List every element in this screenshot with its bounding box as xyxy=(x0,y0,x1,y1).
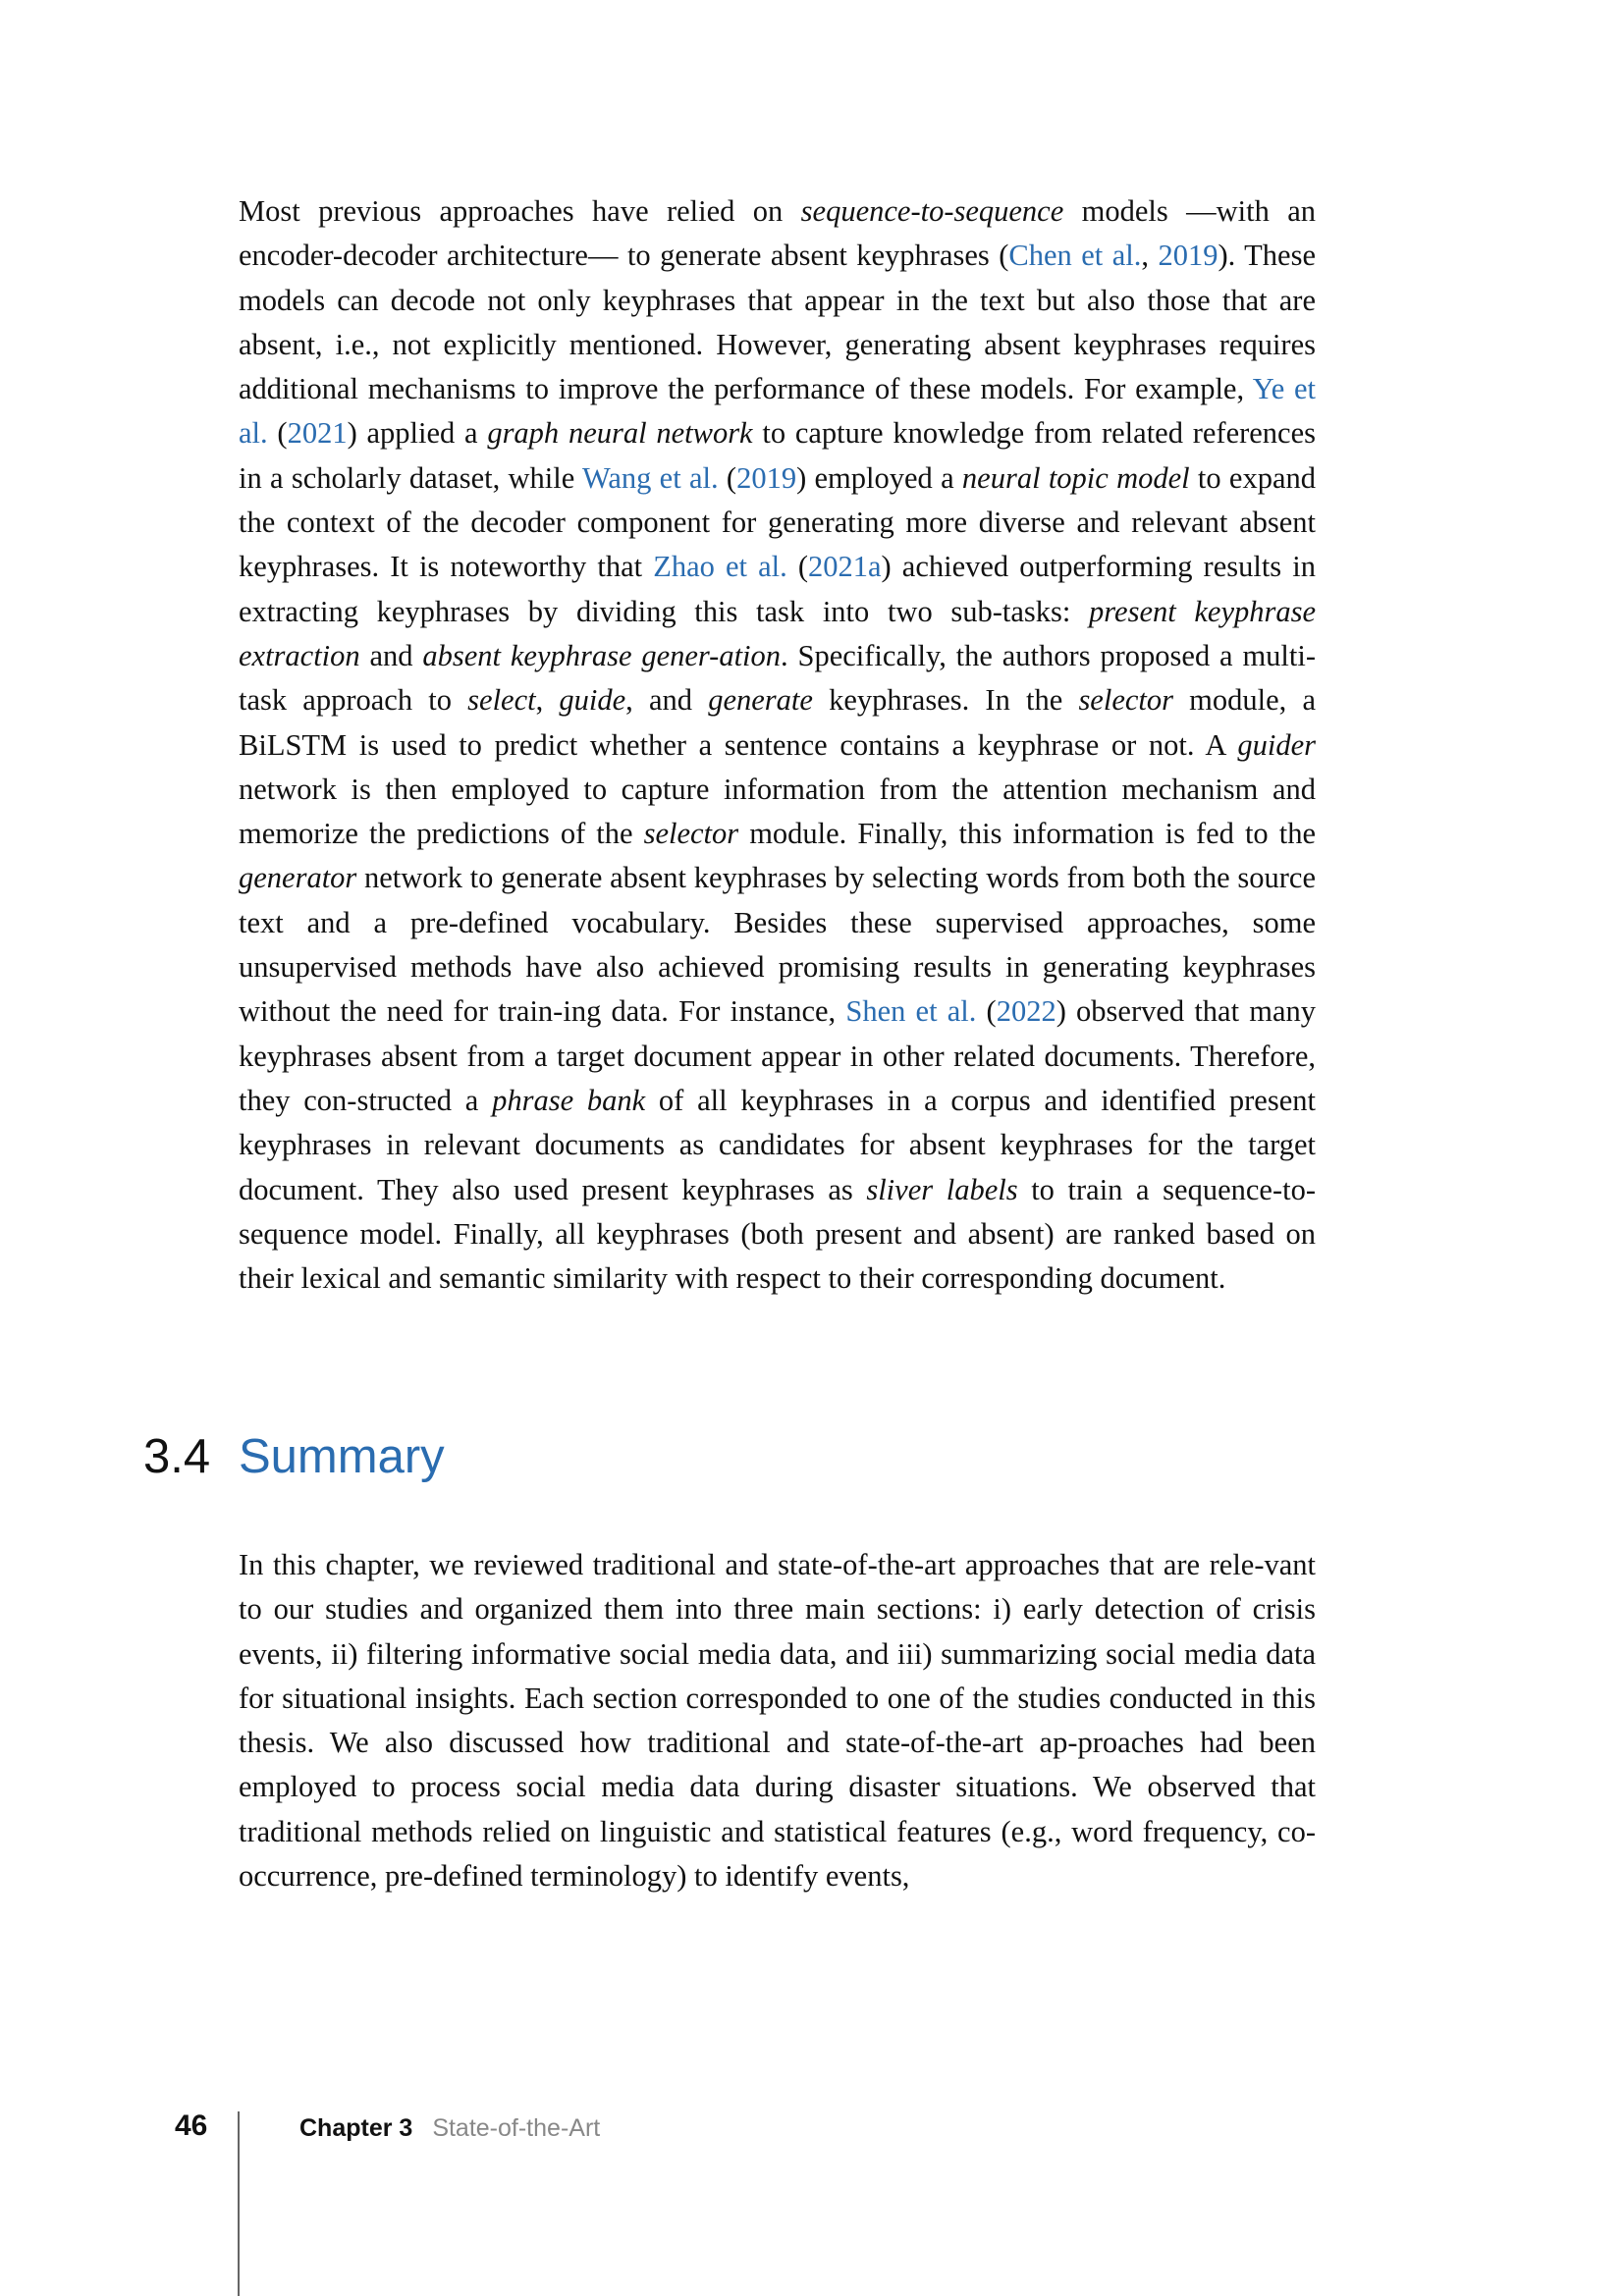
text-run: network is then employed to capture information from the attention mechanism and memorize the predictions of the xyxy=(239,772,1316,851)
emphasis-guide: guide xyxy=(559,683,626,718)
emphasis-neural-topic-model: neural topic model xyxy=(961,460,1190,495)
citation-wang-et-al[interactable]: Wang et al. xyxy=(582,460,719,495)
emphasis-select: select xyxy=(467,683,536,718)
chapter-title: State-of-the-Art xyxy=(432,2114,601,2142)
citation-shen-et-al[interactable]: Shen et al. xyxy=(845,994,977,1029)
text-run: ( xyxy=(718,460,737,495)
text-run: ) achieved outperforming results in extracting keyphrases by dividing this task into two sub-tasks: xyxy=(239,550,1316,628)
section-title: Summary xyxy=(239,1430,445,1483)
citation-year-2019[interactable]: 2019 xyxy=(1158,239,1218,273)
text-run: to expand the context of the decoder component for generating more diverse and relevant absent keyphrases. It is noteworthy that xyxy=(239,460,1317,584)
text-run: ( xyxy=(786,550,808,584)
emphasis-generate: generate xyxy=(708,683,813,718)
text-run: network to generate absent keyphrases by selecting words from both the source text and a pre-defined vocabulary. Besides these supervised approaches, some unsupervised methods have also achieved promising results in generating keyphrases without the need for train-ing data. For instance, xyxy=(239,861,1316,1029)
citation-chen-et-al[interactable]: Chen et al. xyxy=(1008,239,1142,273)
emphasis-absent-keyphrase-generation: absent keyphrase gener-ation xyxy=(422,638,782,672)
text-run: , xyxy=(1141,239,1159,273)
emphasis-sliver-labels: sliver labels xyxy=(866,1172,1018,1206)
citation-year-2021[interactable]: 2021 xyxy=(287,416,348,451)
citation-year-2019-wang[interactable]: 2019 xyxy=(736,460,797,495)
emphasis-present-keyphrase-extraction: present keyphrase extraction xyxy=(239,594,1317,672)
text-run: ) employed a xyxy=(796,460,962,495)
emphasis-selector: selector xyxy=(1078,683,1173,718)
text-run: ) applied a xyxy=(347,416,488,451)
footer-divider xyxy=(238,2111,240,2296)
citation-ye-et-al[interactable]: Ye et al. xyxy=(239,372,1316,451)
running-head xyxy=(299,2113,600,2143)
text-run: of all keyphrases in a corpus and identified present keyphrases in relevant documents as candidates for absent keyphrases for the target document. They also used present keyphrases as xyxy=(239,1083,1316,1206)
text-run: Most previous approaches have relied on xyxy=(239,194,801,228)
section-number: 3.4 xyxy=(143,1430,211,1483)
citation-zhao-et-al[interactable]: Zhao et al. xyxy=(653,550,787,584)
emphasis-selector-2: selector xyxy=(643,817,739,851)
text-run: ) observed that many keyphrases absent from a target document appear in other related documents. Therefore, they con-structed a xyxy=(239,994,1316,1117)
text-run: , xyxy=(535,683,560,718)
section-heading xyxy=(143,1427,445,1486)
text-run: ). These models can decode not only keyphrases that appear in the text but also those that are absent, i.e., not explicitly mentioned. However, generating absent keyphrases requires additional mechanisms to improve the performance of these models. For example, xyxy=(239,239,1316,406)
text-run: In this chapter, we reviewed traditional and state-of-the-art approaches that are rele-vant to our studies and organized them into three main sections: i) early detection of crisis events, ii) filtering informative social media data, and iii) summarizing social media data for situational insights. Each section corresponded to one of the studies conducted in this thesis. We also discussed how traditional and state-of-the-art ap-proaches had been employed to process social media data during disaster situations. We observed that traditional methods relied on linguistic and statistical features (e.g., word frequency, co-occurrence, pre-defined terminology) to identify events, xyxy=(239,1548,1316,1894)
emphasis-sequence-to-sequence: sequence-to-sequence xyxy=(800,194,1064,228)
emphasis-phrase-bank: phrase bank xyxy=(492,1083,646,1117)
chapter-label: Chapter 3 xyxy=(299,2114,413,2142)
page-number: 46 xyxy=(175,2109,208,2142)
emphasis-generator: generator xyxy=(239,861,357,895)
emphasis-guider: guider xyxy=(1237,727,1316,762)
text-run: module. Finally, this information is fed to the xyxy=(738,817,1316,851)
text-run: ( xyxy=(267,416,288,451)
text-run: models —with an encoder-decoder architecture— to generate absent keyphrases ( xyxy=(239,194,1316,273)
text-run: keyphrases. In the xyxy=(812,683,1079,718)
citation-year-2022[interactable]: 2022 xyxy=(996,994,1056,1029)
text-run: to capture knowledge from related references in a scholarly dataset, while xyxy=(239,416,1316,495)
text-run: to train a sequence-to-sequence model. Finally, all keyphrases (both present and absent) are ranked based on their lexical and semantic similarity with respect to their corresponding document. xyxy=(239,1172,1316,1296)
text-run: and xyxy=(359,638,423,672)
text-run: module, a BiLSTM is used to predict whether a sentence contains a keyphrase or not. A xyxy=(239,683,1317,762)
citation-year-2021a[interactable]: 2021a xyxy=(808,550,882,584)
body-paragraph-summary xyxy=(239,1543,1316,1898)
text-run: , and xyxy=(625,683,709,718)
text-run: . Specifically, the authors proposed a multi-task approach to xyxy=(239,638,1316,718)
body-paragraph-keyphrase-generation xyxy=(239,189,1316,1301)
emphasis-graph-neural-network: graph neural network xyxy=(487,416,753,451)
text-run: ( xyxy=(976,994,997,1029)
